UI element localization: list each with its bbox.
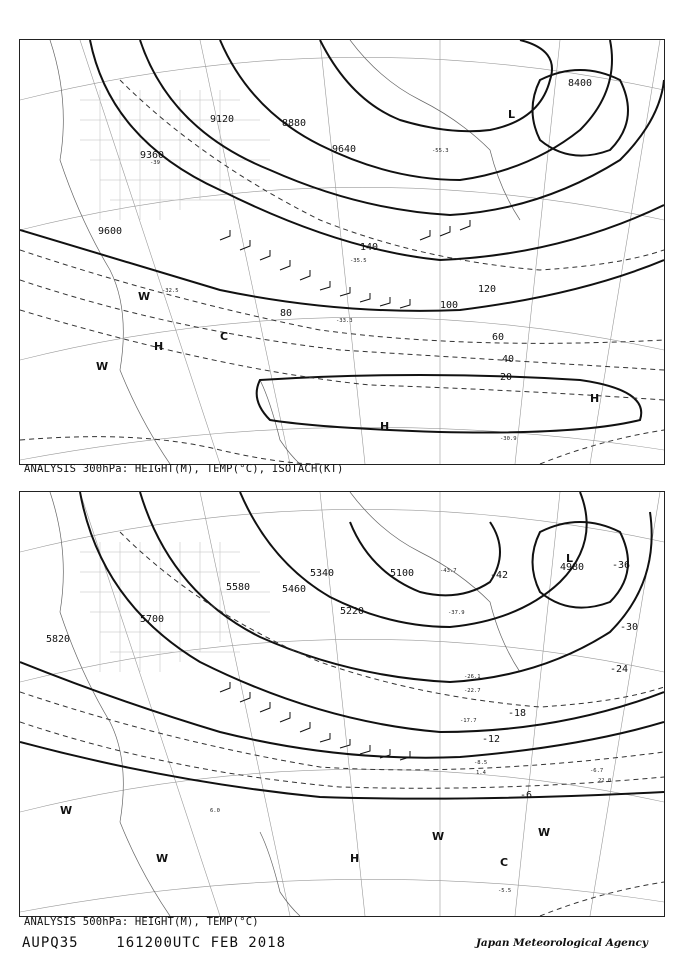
coastline xyxy=(50,492,520,916)
isotach-label-group xyxy=(280,242,514,383)
station-value: -6.7 xyxy=(590,768,604,774)
height-label: 5220 xyxy=(340,606,365,617)
warm-center: W xyxy=(156,852,169,865)
height-label: 9640 xyxy=(332,144,357,155)
wind-barbs xyxy=(220,220,470,308)
warm-center: W xyxy=(538,826,551,839)
low-center: L xyxy=(566,552,574,565)
warm-center: W xyxy=(60,804,73,817)
temp-label: -42 xyxy=(490,570,509,581)
isotach-label: 140 xyxy=(360,242,379,253)
station-value: -8.5 xyxy=(474,760,488,766)
temp-label: -30.9 xyxy=(500,436,517,442)
height-label: 4980 xyxy=(560,562,585,573)
grid-shading xyxy=(80,542,270,672)
temp-label: -35.5 xyxy=(350,258,367,264)
coastline xyxy=(50,40,520,464)
station-value: -22.7 xyxy=(464,688,481,694)
height-label: 5580 xyxy=(226,582,251,593)
caption-300hpa: ANALYSIS 300hPa: HEIGHT(M), TEMP(°C), ISOTACH(KT) xyxy=(24,463,344,475)
high-center: H xyxy=(350,852,360,865)
temp-label: -55.3 xyxy=(432,148,449,154)
warm-center: W xyxy=(432,830,445,843)
height-label: 5100 xyxy=(390,568,415,579)
station-value: -5.5 xyxy=(498,888,512,894)
chart-identifier xyxy=(22,935,286,951)
height-label: 8400 xyxy=(568,78,593,89)
temp-label: -24 xyxy=(610,664,629,675)
temp-label: -39 xyxy=(150,160,160,166)
isotach-label: 80 xyxy=(280,308,293,319)
isotach-label: 40 xyxy=(502,354,515,365)
isotach-label: 20 xyxy=(500,372,513,383)
graticule xyxy=(20,40,664,464)
isotachs xyxy=(20,80,664,464)
height-label: 9600 xyxy=(98,226,123,237)
temp-label: -18 xyxy=(508,708,527,719)
height-label: 9120 xyxy=(210,114,235,125)
height-label: 5700 xyxy=(140,614,165,625)
temp-label: -6 xyxy=(520,790,533,801)
chart-300hpa xyxy=(19,39,665,465)
height-label-group xyxy=(98,78,592,237)
isotach-label: 100 xyxy=(440,300,459,311)
high-center: H xyxy=(154,340,164,353)
isotach-label: 120 xyxy=(478,284,497,295)
temp-label: -36 xyxy=(612,560,631,571)
station-value: 22.0 xyxy=(598,778,612,784)
caption-500hpa: ANALYSIS 500hPa: HEIGHT(M), TEMP(°C) xyxy=(24,916,259,928)
cold-center: C xyxy=(220,330,229,343)
agency-name: Japan Meteorological Agency xyxy=(475,937,648,949)
station-value: 1.4 xyxy=(476,770,486,776)
station-value: -26.1 xyxy=(464,674,481,680)
temp-label: -30 xyxy=(620,622,639,633)
temp-label: -32.5 xyxy=(162,288,179,294)
height-label: 5820 xyxy=(46,634,71,645)
warm-center: W xyxy=(96,360,109,373)
height-label: 5460 xyxy=(282,584,307,595)
station-value: -43.7 xyxy=(440,568,457,574)
low-center: L xyxy=(508,108,516,121)
chart-datetime: 161200UTC FEB 2018 xyxy=(116,935,287,951)
high-center: H xyxy=(380,420,390,433)
high-center: H xyxy=(590,392,600,405)
temp-label-group xyxy=(150,148,517,442)
pressure-center-group xyxy=(60,552,573,869)
map-300hpa xyxy=(20,40,664,464)
height-label: 9360 xyxy=(140,150,165,161)
station-value: -37.9 xyxy=(448,610,465,616)
isotach-label: 60 xyxy=(492,332,505,343)
chart-code: AUPQ35 xyxy=(22,935,79,951)
warm-center: W xyxy=(138,290,151,303)
station-value: 6.0 xyxy=(210,808,220,814)
cold-center: C xyxy=(500,856,509,869)
height-contours xyxy=(20,492,664,799)
temp-label: -12 xyxy=(482,734,501,745)
height-label: 8880 xyxy=(282,118,307,129)
isotherms xyxy=(20,532,664,916)
height-label: 5340 xyxy=(310,568,335,579)
temp-label: -33.3 xyxy=(336,318,353,324)
station-value-group xyxy=(210,568,611,894)
station-value: -17.7 xyxy=(460,718,477,724)
chart-500hpa xyxy=(19,491,665,917)
map-500hpa xyxy=(20,492,664,916)
